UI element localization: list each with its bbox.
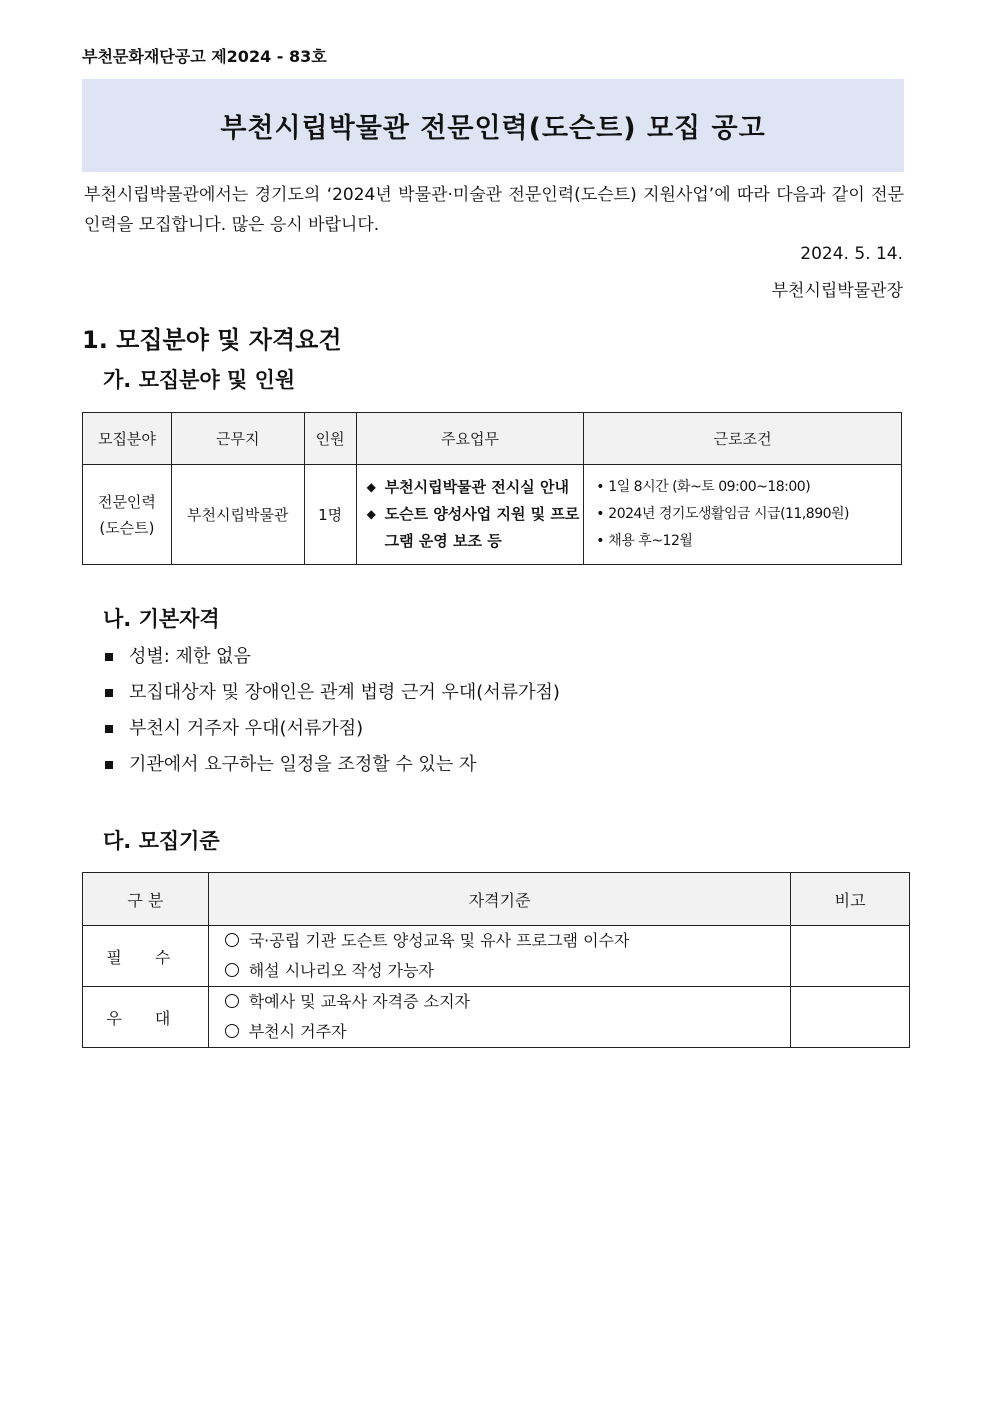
- circle-bullet-icon: [225, 1024, 239, 1038]
- list-item: 부천시 거주자: [225, 1017, 791, 1047]
- category-required: 필 수: [83, 926, 209, 987]
- subsection-a-heading: 가. 모집분야 및 인원: [103, 368, 296, 392]
- criteria-table: [82, 872, 910, 1048]
- list-item: 국·공립 기관 도슨트 양성교육 및 유사 프로그램 이수자: [225, 926, 791, 956]
- table-row: [83, 926, 910, 987]
- list-item: 기관에서 요구하는 일정을 조정할 수 있는 자: [105, 750, 560, 786]
- notice-number: 부천문화재단공고 제2024 - 83호: [82, 47, 327, 66]
- circle-bullet-icon: [225, 994, 239, 1008]
- header-criteria: 자격기준: [208, 873, 791, 926]
- list-item: • 채용 후~12월: [594, 528, 901, 555]
- header-note: 비고: [791, 873, 910, 926]
- list-item: ◆ 부천시립박물관 전시실 안내: [367, 474, 584, 501]
- square-bullet-icon: [105, 761, 113, 769]
- header-conditions: 근로조건: [584, 413, 902, 465]
- list-item: ◆ 도슨트 양성사업 지원 및 프로그램 운영 보조 등: [367, 501, 584, 555]
- section-1-heading: 1. 모집분야 및 자격요건: [82, 326, 342, 354]
- list-item: • 1일 8시간 (화~토 09:00~18:00): [594, 474, 901, 501]
- cell-duties: [356, 465, 584, 565]
- note-required: [791, 926, 910, 987]
- header-category: 구 분: [83, 873, 209, 926]
- diamond-bullet-icon: ◆: [366, 480, 376, 494]
- field-line-2: (도슨트): [99, 518, 155, 537]
- intro-text: 부천시립박물관에서는 경기도의 ‘2024년 박물관·미술관 전문인력(도슨트) 지원사업’에 따라 다음과 같이 전문인력을 모집합니다. 많은 응시 바랍니다.: [84, 185, 904, 235]
- circle-bullet-icon: [225, 963, 239, 977]
- table-header-row: [83, 873, 910, 926]
- list-item: 모집대상자 및 장애인은 관계 법령 근거 우대(서류가점): [105, 678, 560, 714]
- category-preferred: 우 대: [83, 987, 209, 1048]
- subsection-c-heading: 다. 모집기준: [103, 829, 220, 853]
- criteria-required: [208, 926, 791, 987]
- basic-qualifications-list: [105, 642, 560, 786]
- list-item: 성별: 제한 없음: [105, 642, 560, 678]
- cell-count: 1명: [304, 465, 356, 565]
- subsection-b-heading: 나. 기본자격: [103, 607, 220, 631]
- square-bullet-icon: [105, 689, 113, 697]
- header-workplace: 근무지: [171, 413, 304, 465]
- notice-date: 2024. 5. 14.: [800, 244, 903, 264]
- square-bullet-icon: [105, 653, 113, 661]
- issuer-signature: 부천시립박물관장: [771, 281, 903, 301]
- header-duties: 주요업무: [356, 413, 584, 465]
- criteria-preferred: [208, 987, 791, 1048]
- cell-field: [83, 465, 172, 565]
- table-row: [83, 987, 910, 1048]
- list-item: • 2024년 경기도생활임금 시급(11,890원): [594, 501, 901, 528]
- list-item: 해설 시나리오 작성 가능자: [225, 956, 791, 986]
- header-count: 인원: [304, 413, 356, 465]
- list-item: 학예사 및 교육사 자격증 소지자: [225, 987, 791, 1017]
- table-header-row: [83, 413, 902, 465]
- field-line-1: 전문인력: [97, 492, 156, 511]
- duties-list: [357, 474, 584, 555]
- recruitment-table: [82, 412, 902, 565]
- note-preferred: [791, 987, 910, 1048]
- intro-paragraph: [84, 180, 904, 240]
- circle-bullet-icon: [225, 933, 239, 947]
- cell-conditions: [584, 465, 902, 565]
- square-bullet-icon: [105, 725, 113, 733]
- dot-bullet-icon: •: [596, 506, 605, 522]
- header-field: 모집분야: [83, 413, 172, 465]
- cell-workplace: 부천시립박물관: [171, 465, 304, 565]
- dot-bullet-icon: •: [596, 479, 605, 495]
- list-item: 부천시 거주자 우대(서류가점): [105, 714, 560, 750]
- page-title: 부천시립박물관 전문인력(도슨트) 모집 공고: [220, 113, 766, 144]
- diamond-bullet-icon: ◆: [366, 507, 376, 521]
- conditions-list: [584, 474, 901, 555]
- table-row: [83, 465, 902, 565]
- dot-bullet-icon: •: [596, 533, 605, 549]
- title-banner: [82, 79, 904, 172]
